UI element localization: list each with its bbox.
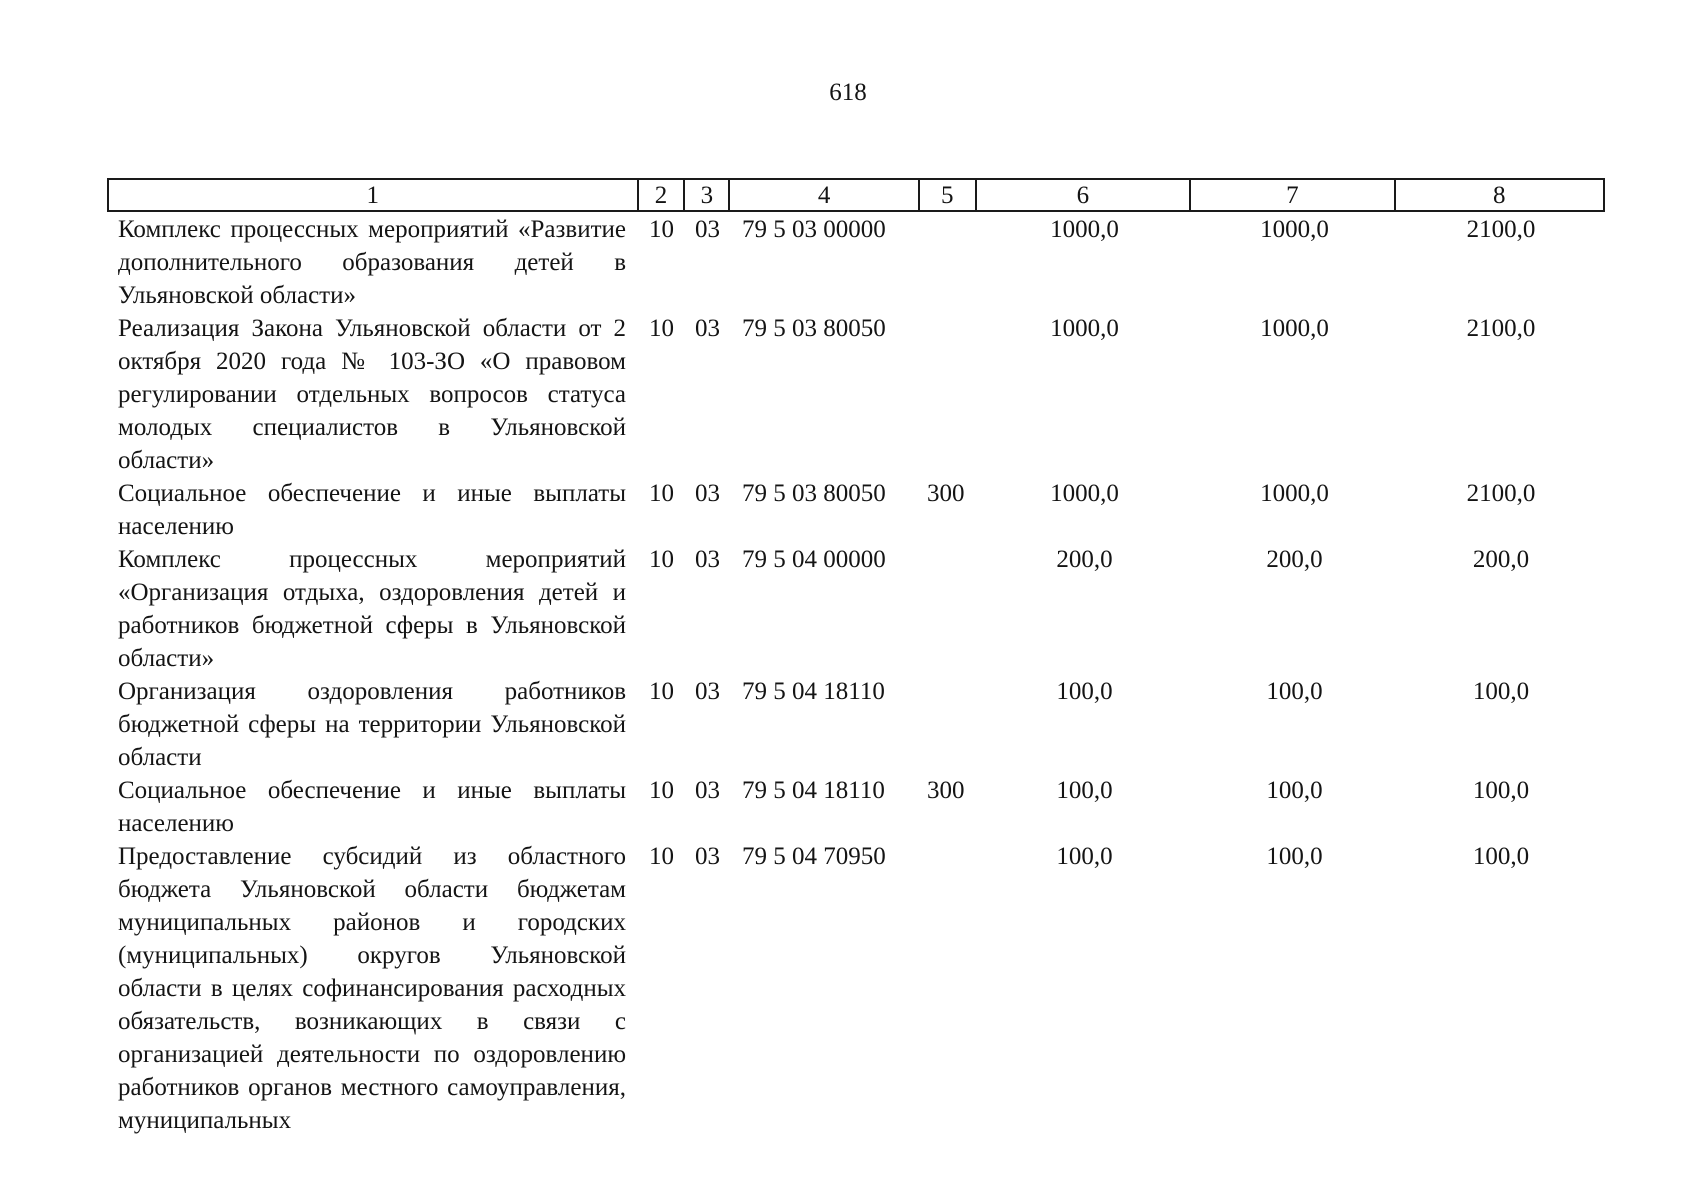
row-description: Комплекс процессных мероприятий «Организация отдыха, оздоровления детей и работников бюджетной сферы в Ульяновской области»	[118, 546, 626, 672]
table-row	[107, 774, 1605, 840]
row-code-target: 79 5 03 80050	[742, 480, 886, 507]
row-value-6: 200,0	[1056, 546, 1113, 573]
row-code-section: 10	[649, 216, 674, 243]
row-description: Социальное обеспечение и иные выплаты населению	[118, 777, 626, 837]
row-value-6: 100,0	[1056, 678, 1113, 705]
row-value-7: 1000,0	[1260, 480, 1329, 507]
row-code-target: 79 5 03 00000	[742, 216, 886, 243]
row-description: Реализация Закона Ульяновской области от 2 октября 2020 года № 103-ЗО «О правовом регулировании отдельных вопросов статуса молодых специалистов в Ульяновской области»	[118, 315, 626, 474]
row-value-7: 1000,0	[1260, 216, 1329, 243]
header-cell-1: 1	[109, 180, 639, 210]
row-code-target: 79 5 03 80050	[742, 315, 886, 342]
row-code-target: 79 5 04 70950	[742, 843, 886, 870]
row-description: Социальное обеспечение и иные выплаты населению	[118, 480, 626, 540]
header-cell-5: 5	[920, 180, 977, 210]
table-row	[107, 840, 1605, 1137]
row-code-expense-type	[920, 312, 977, 477]
row-code-expense-type	[920, 675, 977, 774]
row-value-7: 100,0	[1266, 777, 1323, 804]
row-code-subsection: 03	[695, 216, 720, 243]
row-value-7: 200,0	[1266, 546, 1323, 573]
table-header	[107, 178, 1605, 212]
row-code-section: 10	[649, 315, 674, 342]
row-value-8: 2100,0	[1466, 480, 1536, 507]
header-cell-8: 8	[1493, 182, 1506, 209]
row-code-target: 79 5 04 18110	[742, 777, 885, 804]
row-value-8: 200,0	[1472, 546, 1530, 573]
row-value-6: 100,0	[1056, 777, 1113, 804]
row-code-subsection: 03	[695, 678, 720, 705]
header-cell-7: 7	[1191, 180, 1395, 210]
table-body	[107, 213, 1605, 1137]
header-cell-6: 6	[977, 180, 1191, 210]
table-row	[107, 543, 1605, 675]
row-value-7: 1000,0	[1260, 315, 1329, 342]
table-row	[107, 477, 1605, 543]
page-number: 618	[829, 79, 867, 106]
header-cell-3: 3	[685, 180, 730, 210]
row-description: Предоставление субсидий из областного бюджета Ульяновской области бюджетам муниципальных районов и городских (муниципальных) округов Ульяновской области в целях софинансирования расходных обязательств, возникающих в связи с организацией деятельности по оздоровлению работников органов местного самоуправления, муниципальных	[118, 843, 626, 1134]
row-code-expense-type	[920, 213, 977, 312]
table-row	[107, 213, 1605, 312]
row-code-expense-type: 300	[927, 480, 965, 507]
row-value-8: 2100,0	[1466, 216, 1536, 243]
row-code-subsection: 03	[695, 843, 720, 870]
row-code-section: 10	[649, 843, 674, 870]
row-value-8: 100,0	[1472, 678, 1530, 705]
row-value-8: 100,0	[1472, 843, 1530, 870]
row-code-expense-type: 300	[927, 777, 965, 804]
row-code-subsection: 03	[695, 480, 720, 507]
table-row	[107, 312, 1605, 477]
row-code-expense-type	[920, 543, 977, 675]
row-code-section: 10	[649, 678, 674, 705]
row-code-section: 10	[649, 480, 674, 507]
row-code-section: 10	[649, 777, 674, 804]
row-value-7: 100,0	[1266, 678, 1323, 705]
row-description: Организация оздоровления работников бюджетной сферы на территории Ульяновской области	[118, 678, 626, 771]
row-value-6: 1000,0	[1050, 480, 1119, 507]
header-cell-4: 4	[730, 180, 920, 210]
row-code-section: 10	[649, 546, 674, 573]
row-code-subsection: 03	[695, 777, 720, 804]
row-code-subsection: 03	[695, 546, 720, 573]
row-value-6: 100,0	[1056, 843, 1113, 870]
row-code-expense-type	[920, 840, 977, 1137]
row-code-target: 79 5 04 18110	[742, 678, 885, 705]
header-cell-2: 2	[639, 180, 686, 210]
row-description: Комплекс процессных мероприятий «Развитие дополнительного образования детей в Ульяновской области»	[118, 216, 626, 309]
row-value-6: 1000,0	[1050, 315, 1119, 342]
row-value-6: 1000,0	[1050, 216, 1119, 243]
row-code-target: 79 5 04 00000	[742, 546, 886, 573]
row-value-8: 100,0	[1472, 777, 1530, 804]
table-row	[107, 675, 1605, 774]
row-value-8: 2100,0	[1466, 315, 1536, 342]
row-value-7: 100,0	[1266, 843, 1323, 870]
row-code-subsection: 03	[695, 315, 720, 342]
